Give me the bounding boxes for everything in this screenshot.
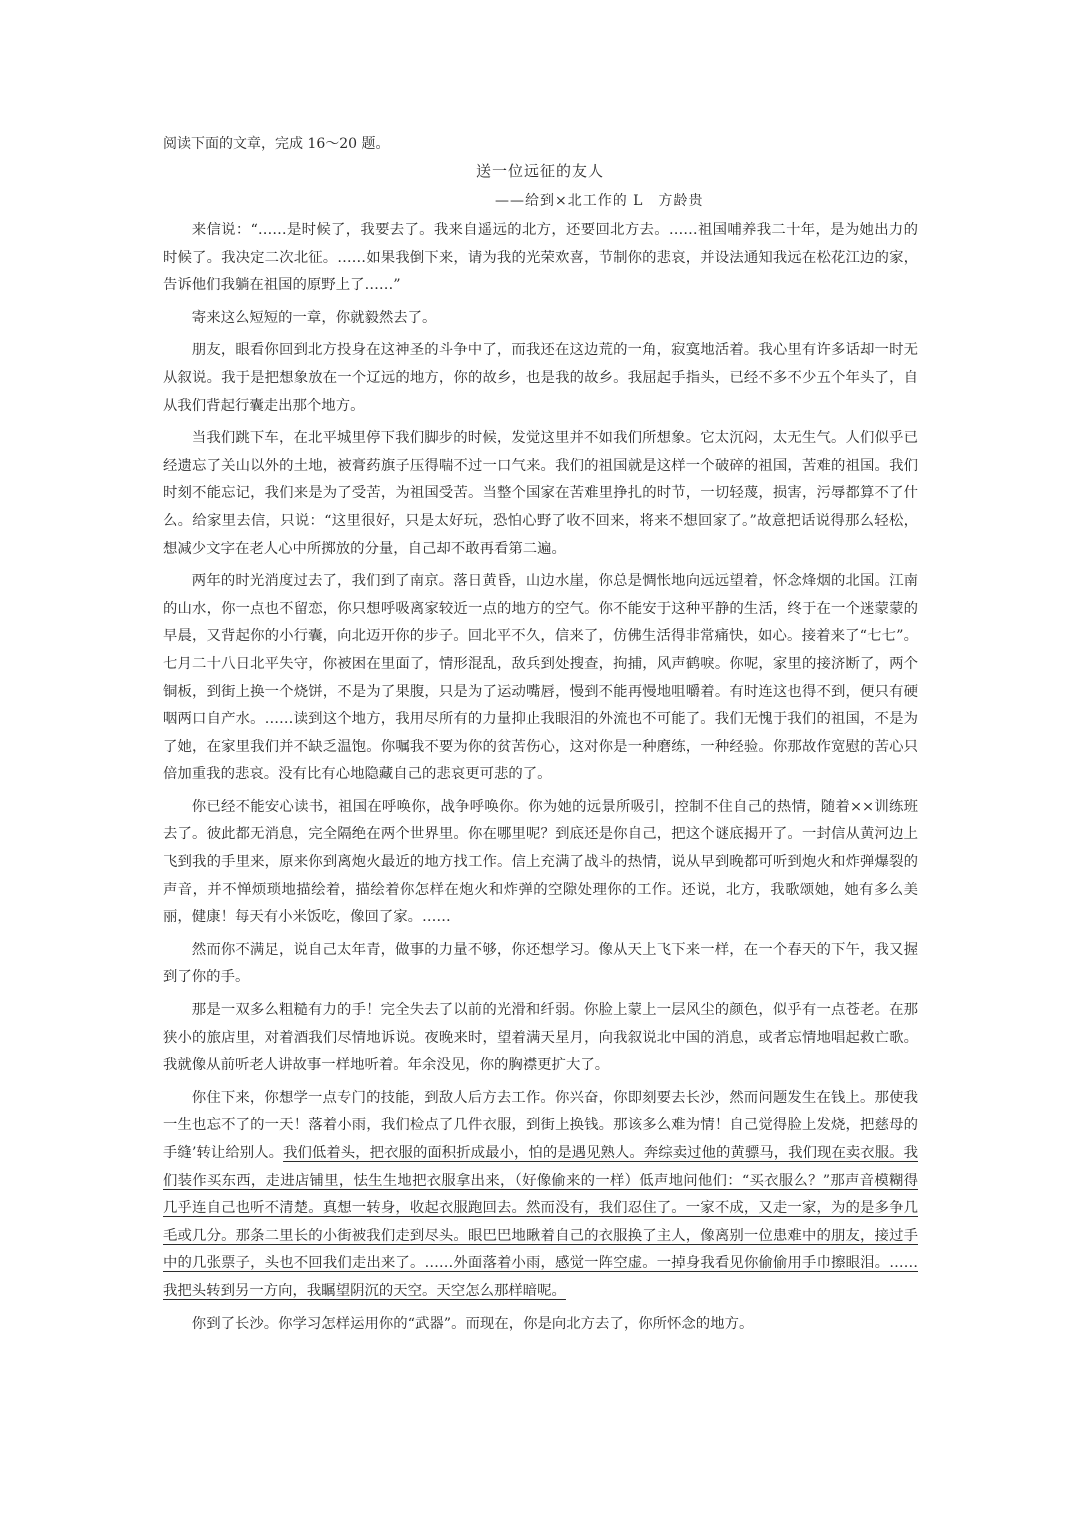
- paragraph-4: 当我们跳下车，在北平城里停下我们脚步的时候，发觉这里并不如我们所想象。它太沉闷，太无生气。人们似乎已经遗忘了关山以外的土地，被膏药旗子压得喘不过一口气来。我们的祖国就是这样一个破碎的祖国，苦难的祖国。我们时刻不能忘记，我们来是为了受苦，为祖国受苦。当整个国家在苦难里挣扎的时节，一切轻蔑，损害，污辱都算不了什么。给家里去信，只说：“这里很好，只是太好玩，恐怕心野了收不回来，将来不想回家了。”故意把话说得那么轻松，想减少文字在老人心中所掷放的分量，自己却不敢再看第二遍。: [163, 430, 918, 557]
- paragraph-9: [163, 1085, 918, 1306]
- paragraph-7: 然而你不满足，说自己太年青，做事的力量不够，你还想学习。像从天上飞下来一样，在一个春天的下午，我又握到了你的手。: [163, 941, 918, 986]
- paragraph-8: 那是一双多么粗糙有力的手！完全失去了以前的光滑和纤弱。你脸上蒙上一层风尘的颜色，似乎有一点苍老。在那狭小的旅店里，对着酒我们尽情地诉说。夜晚来时，望着满天星月，向我叙说北中国的消息，或者忘情地唱起救亡歌。我就像从前听老人讲故事一样地听着。年余没见，你的胸襟更扩大了。: [163, 1002, 918, 1074]
- article-body: [163, 217, 918, 1343]
- paragraph-9-text: 你住下来，你想学一点专门的技能，到敌人后方去工作。你兴奋，你即刻要去长沙，然而问题发生在钱上。那使我一生也忘不了的一天！落着小雨，我们检点了几件衣服，到街上换钱。那该多么难为情！自己觉得脸上发烧，把慈母的手缝’转让给别人。: [163, 1089, 918, 1161]
- reading-instruction: 阅读下面的文章，完成 16～20 题。: [163, 136, 390, 152]
- article-title: 送一位远征的友人: [475, 162, 604, 180]
- paragraph-5: 两年的时光消度过去了，我们到了南京。落日黄昏，山边水崖，你总是惆怅地向远远望着，怀念烽烟的北国。江南的山水，你一点也不留恋，你只想呼吸离家较近一点的地方的空气。你不能安于这种平静的生活，终于在一个迷蒙蒙的早晨，又背起你的小行囊，向北迈开你的步子。回北平不久，信来了，仿佛生活得非常痛快，如心。接着来了“七七”。七月二十八日北平失守，你被困在里面了，情形混乱，敌兵到处搜查，拘捕，风声鹤唳。你呢，家里的接济断了，两个铜板，到街上换一个烧饼，不是为了果腹，只是为了运动嘴唇，慢到不能再慢地咀嚼着。有时连这也得不到，便只有硬咽两口自产水。……读到这个地方，我用尽所有的力量抑止我眼泪的外流也不可能了。我们无愧于我们的祖国，不是为了她，在家里我们并不缺乏温饱。你嘱我不要为你的贫苦伤心，这对你是一种磨练，一种经验。你那故作宽慰的苦心只倍加重我的悲哀。没有比有心地隐藏自己的悲哀更可悲的了。: [163, 573, 918, 783]
- paragraph-1: 来信说：“……是时候了，我要去了。我来自遥远的北方，还要回北方去。……祖国哺养我二十年，是为她出力的时候了。我决定二次北征。……如果我倒下来，请为我的光荣欢喜，节制你的悲哀，并设法通知我远在松花江边的家，告诉他们我躺在祖国的原野上了……”: [163, 222, 918, 294]
- article-subtitle: ——给到×北工作的 L 方龄贵: [495, 193, 704, 209]
- underlined-passage: 我们低着头，把衣服的面积折成最小，怕的是遇见熟人。奔综卖过他的黄骠马，我们现在卖衣服。我们装作买东西，走进店铺里，怯生生地把衣服拿出来，（好像偷来的一样）低声地问他们：“买衣服么？”那声音模糊得几乎连自己也听不清楚。真想一转身，收起衣服跑回去。然而没有，我们忍住了。一家不成，又走一家，为的是多争几毛或几分。那条二里长的小街被我们走到尽头。眼巴巴地瞅着自己的衣服换了主人，像离别一位患难中的朋友，接过手中的几张票子，头也不回我们走出来了。……外面落着小雨，感觉一阵空虚。一掉身我看见你偷偷用手巾擦眼泪。……我把头转到另一方向，我瞩望阴沉的天空。天空怎么那样暗呢。: [163, 1145, 918, 1299]
- paragraph-10: 你到了长沙。你学习怎样运用你的“武器”。而现在，你是向北方去了，你所怀念的地方。: [191, 1315, 754, 1332]
- paragraph-2: 寄来这么短短的一章，你就毅然去了。: [191, 309, 437, 326]
- paragraph-6: 你已经不能安心读书，祖国在呼唤你，战争呼唤你。你为她的远景所吸引，控制不住自己的热情，随着××训练班去了。彼此都无消息，完全隔绝在两个世界里。你在哪里呢？到底还是你自己，把这个谜底揭开了。一封信从黄河边上飞到我的手里来，原来你到离炮火最近的地方找工作。信上充满了战斗的热情，说从早到晚都可听到炮火和炸弹爆裂的声音，并不惮烦琐地描绘着，描绘着你怎样在炮火和炸弹的空隙处理你的工作。还说，北方，我歌颂她，她有多么美丽，健康！每天有小米饭吃，像回了家。……: [163, 798, 918, 926]
- paragraph-3: 朋友，眼看你回到北方投身在这神圣的斗争中了，而我还在这边荒的一角，寂寞地活着。我心里有许多话却一时无从叙说。我于是把想象放在一个辽远的地方，你的故乡，也是我的故乡。我屈起手指头，已经不多不少五个年头了，自从我们背起行囊走出那个地方。: [163, 342, 918, 414]
